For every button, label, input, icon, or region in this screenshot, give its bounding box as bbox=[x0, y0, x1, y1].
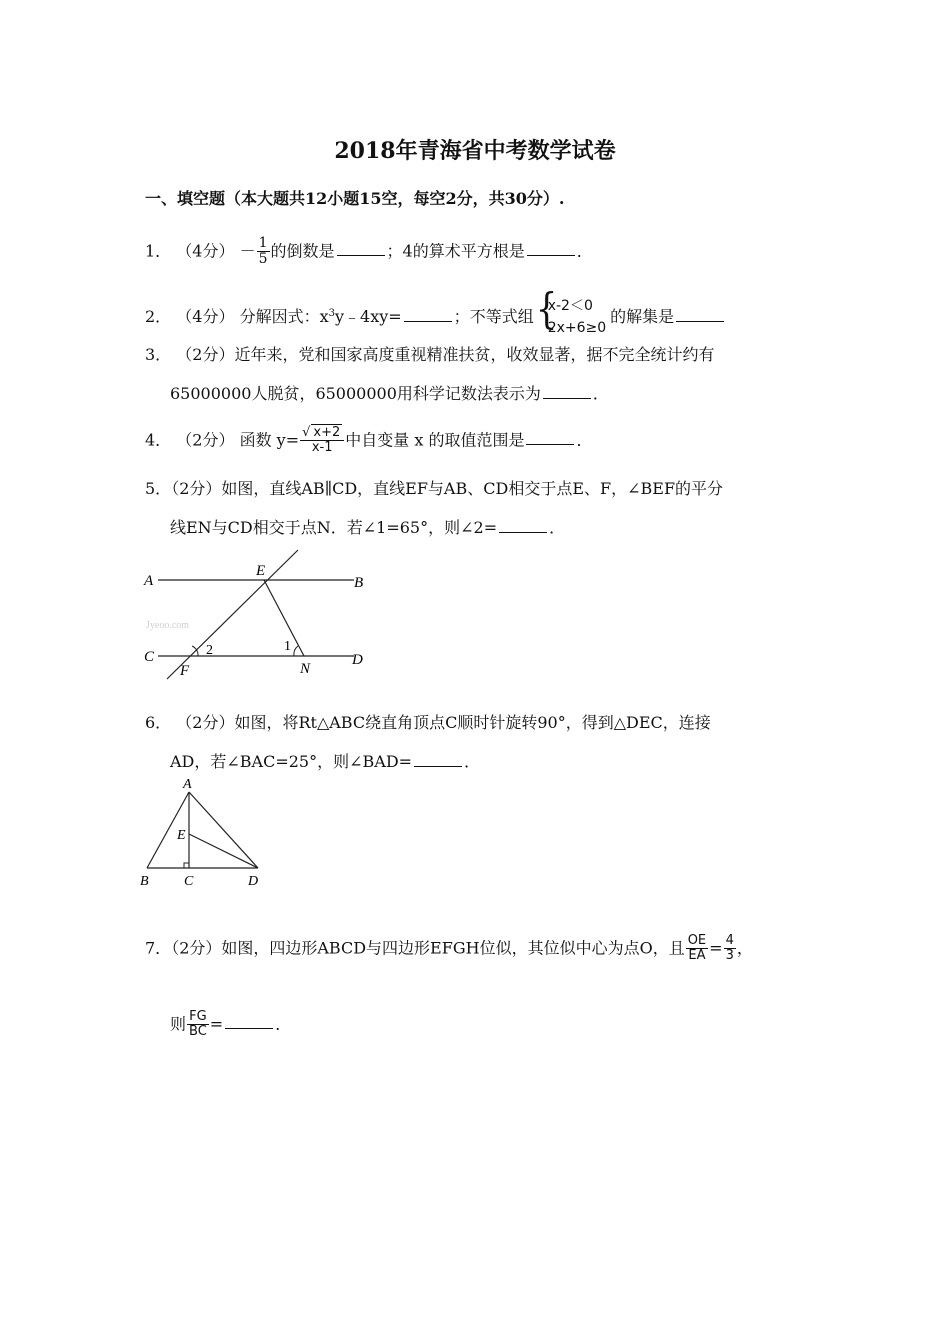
label-c: C bbox=[144, 649, 155, 665]
question-score: （2分） bbox=[176, 345, 235, 364]
label-angle-1: 1 bbox=[284, 639, 291, 654]
question-text: 分解因式：x bbox=[239, 307, 329, 327]
question-number: 4． bbox=[145, 430, 172, 450]
answer-blank[interactable] bbox=[526, 430, 574, 445]
period: ． bbox=[592, 384, 609, 403]
question-number: 2． bbox=[145, 307, 172, 327]
question-number: 7． bbox=[145, 938, 172, 958]
question-text: 如图，直线AB∥CD，直线EF与AB、CD相交于点E、F，∠BEF的平分 bbox=[221, 479, 724, 498]
line-ef bbox=[167, 550, 298, 679]
question-number: 5． bbox=[145, 479, 172, 498]
page-title: 2018年青海省中考数学试卷 bbox=[334, 138, 616, 164]
label-e: E bbox=[177, 828, 186, 843]
answer-blank[interactable] bbox=[543, 384, 591, 399]
answer-blank[interactable] bbox=[527, 241, 575, 256]
question-text: 函数 y= bbox=[239, 430, 300, 450]
fraction-denominator: 3 bbox=[725, 948, 734, 964]
inequality-line: 2x+6≥0 bbox=[547, 319, 607, 336]
separator: ； bbox=[453, 307, 470, 327]
label-b: B bbox=[140, 874, 149, 889]
question-number: 6． bbox=[145, 713, 172, 732]
question-2 bbox=[145, 284, 726, 339]
answer-blank[interactable] bbox=[337, 241, 385, 256]
answer-blank[interactable] bbox=[499, 518, 547, 533]
question-score: （2分） bbox=[176, 430, 235, 450]
segment-ed bbox=[189, 834, 258, 868]
sqrt-icon: √ bbox=[302, 425, 311, 440]
fraction-numerator: 1 bbox=[258, 235, 268, 251]
equals-sign: = bbox=[209, 1014, 224, 1034]
question-number: 1． bbox=[145, 241, 172, 261]
answer-blank[interactable] bbox=[225, 1014, 273, 1029]
fraction-numerator: 4 bbox=[725, 933, 734, 948]
question-3 bbox=[145, 347, 714, 363]
label-n: N bbox=[300, 661, 311, 677]
answer-blank[interactable] bbox=[404, 307, 452, 322]
question-text: 不等式组 bbox=[469, 307, 534, 327]
label-b: B bbox=[354, 575, 364, 591]
inequality-system bbox=[535, 284, 607, 339]
label-f: F bbox=[180, 663, 190, 679]
question-score: （4分） bbox=[176, 307, 235, 327]
period: ． bbox=[464, 752, 481, 771]
question-1 bbox=[145, 236, 593, 268]
watermark: Jyeoo.com bbox=[146, 620, 190, 631]
question-4 bbox=[145, 426, 592, 456]
question-text: AD，若∠BAC=25°，则∠BAD= bbox=[170, 752, 413, 771]
question-text: 则 bbox=[170, 1014, 187, 1034]
segment-ad bbox=[189, 792, 258, 868]
question-7 bbox=[145, 934, 753, 964]
fraction-ratio bbox=[724, 934, 736, 964]
minus-sign: － bbox=[239, 241, 256, 261]
question-text: 中自变量 x 的取值范围是 bbox=[345, 430, 525, 450]
question-6-line-2 bbox=[170, 752, 480, 770]
angle-1-arc bbox=[294, 646, 298, 656]
fraction-numerator: OE bbox=[687, 933, 707, 948]
fraction bbox=[300, 426, 344, 456]
question-text: y﹣4xy= bbox=[334, 307, 402, 327]
question-number: 3． bbox=[145, 345, 172, 364]
question-text: 的解集是 bbox=[610, 307, 675, 327]
right-angle-mark bbox=[184, 863, 189, 868]
figure-parallel-lines bbox=[140, 546, 370, 684]
fraction-denominator: 5 bbox=[258, 251, 268, 268]
question-text: 近年来，党和国家高度重视精准扶贫，收效显著，据不完全统计约有 bbox=[234, 345, 715, 364]
question-text: 如图，将Rt△ABC绕直角顶点C顺时针旋转90°，得到△DEC，连接 bbox=[234, 713, 711, 732]
label-c: C bbox=[184, 874, 194, 889]
period: ． bbox=[549, 518, 566, 537]
exponent: 3 bbox=[328, 307, 335, 319]
fraction-numerator: FG bbox=[187, 1010, 209, 1025]
label-e: E bbox=[256, 563, 266, 579]
fraction-denominator: x-1 bbox=[311, 440, 333, 456]
question-text: 线EN与CD相交于点N．若∠1=65°，则∠2= bbox=[170, 518, 498, 537]
fraction-fg-bc bbox=[187, 1010, 209, 1040]
left-brace-icon: { bbox=[535, 284, 558, 334]
radicand: x+2 bbox=[313, 425, 341, 440]
equals-sign: = bbox=[709, 938, 723, 958]
question-3-line-2 bbox=[170, 384, 609, 402]
label-d: D bbox=[248, 874, 259, 889]
question-score: （2分） bbox=[171, 938, 222, 958]
question-text: 4的算术平方根是 bbox=[402, 241, 525, 261]
question-5-line-2 bbox=[170, 518, 565, 536]
separator: ； bbox=[386, 241, 403, 261]
question-text: 如图，四边形ABCD与四边形EFGH位似，其位似中心为点O，且 bbox=[221, 938, 685, 958]
answer-blank[interactable] bbox=[676, 307, 724, 322]
section-header: 一、填空题（本大题共12小题15空，每空2分，共30分）. bbox=[145, 189, 565, 208]
question-score: （2分） bbox=[171, 479, 222, 498]
question-score: （4分） bbox=[176, 241, 235, 261]
fraction-denominator: EA bbox=[688, 948, 706, 964]
period: ． bbox=[576, 241, 593, 261]
comma: ， bbox=[736, 938, 753, 958]
fraction bbox=[257, 236, 270, 268]
inequality-line: x-2＜0 bbox=[547, 298, 593, 314]
label-a: A bbox=[144, 573, 154, 589]
label-a: A bbox=[183, 777, 192, 792]
question-text: 65000000人脱贫，65000000用科学记数法表示为 bbox=[170, 384, 541, 403]
answer-blank[interactable] bbox=[414, 752, 462, 767]
question-score: （2分） bbox=[176, 713, 235, 732]
fraction-denominator: BC bbox=[189, 1024, 207, 1040]
period: ． bbox=[576, 430, 593, 450]
fraction-oe-ea bbox=[686, 934, 708, 964]
period: ． bbox=[275, 1014, 292, 1034]
fraction-numerator bbox=[300, 426, 344, 441]
question-5 bbox=[145, 481, 723, 497]
question-text: 的倒数是 bbox=[270, 241, 335, 261]
figure-rotated-triangle bbox=[138, 776, 268, 892]
question-6 bbox=[145, 715, 711, 731]
label-angle-2: 2 bbox=[206, 643, 213, 658]
label-d: D bbox=[352, 652, 363, 668]
question-7-line-2 bbox=[170, 1010, 291, 1040]
